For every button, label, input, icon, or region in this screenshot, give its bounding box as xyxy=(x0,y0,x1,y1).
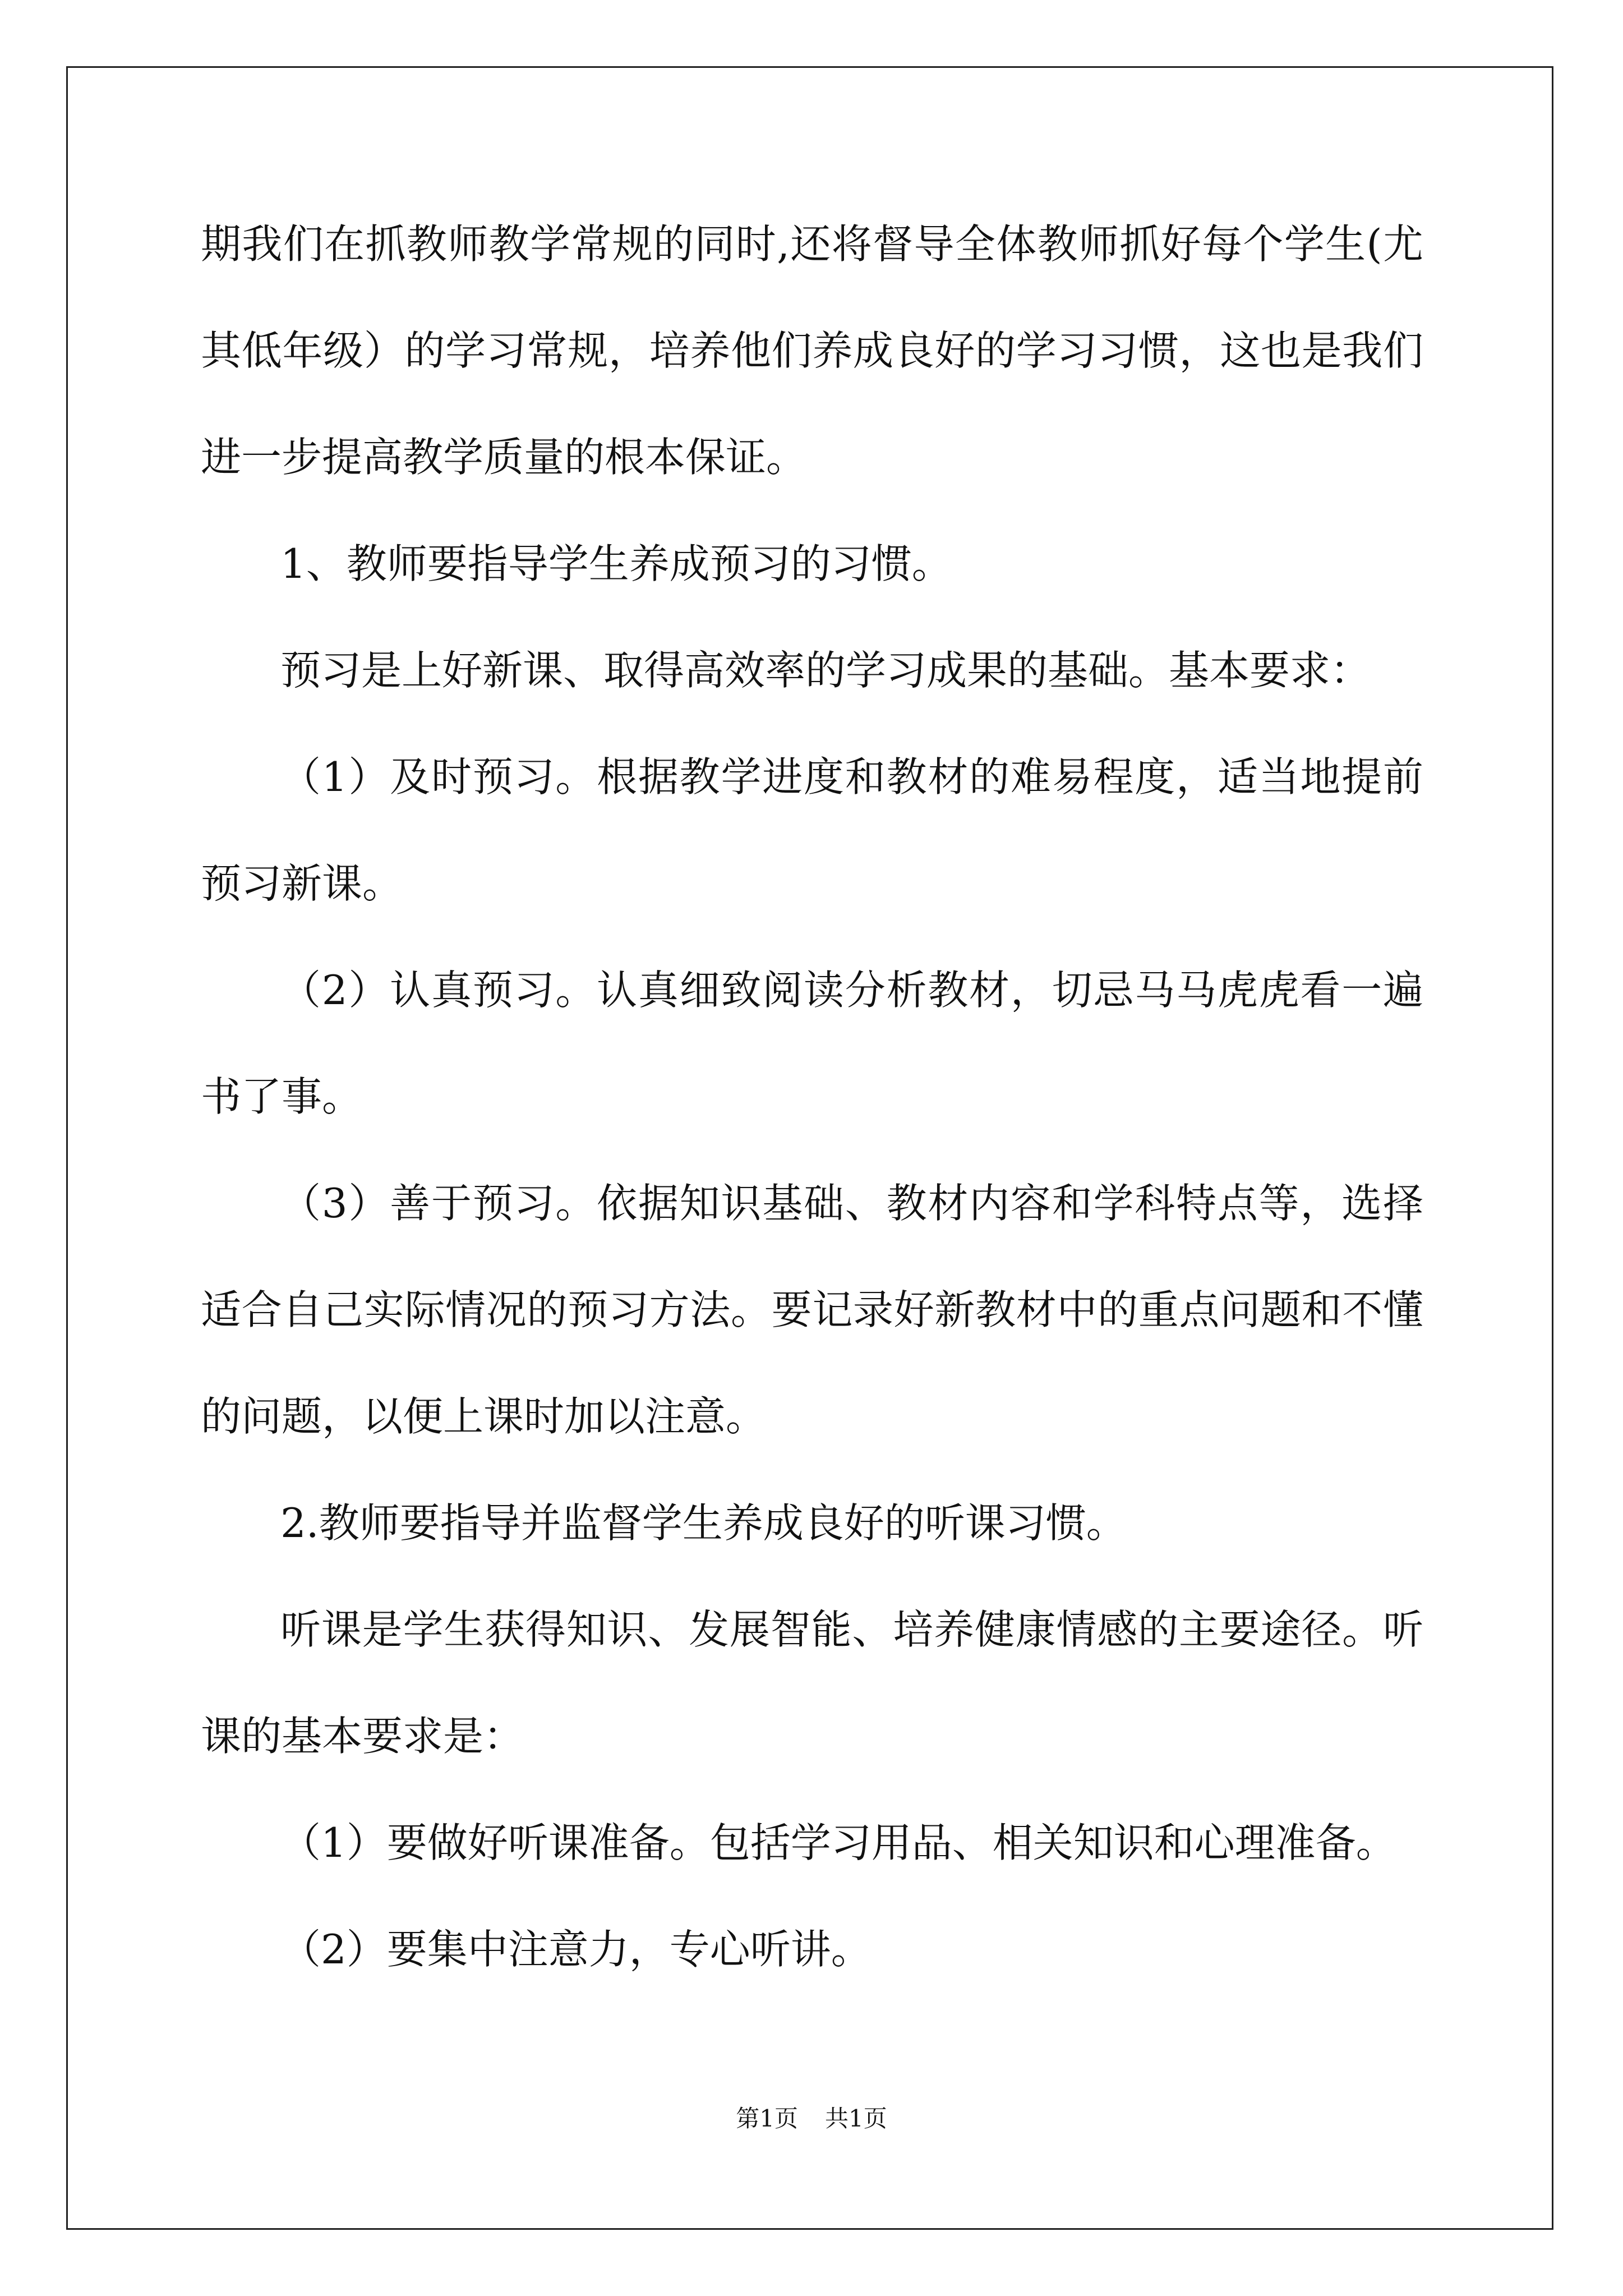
paragraph: 预习是上好新课、取得高效率的学习成果的基础。基本要求： xyxy=(280,647,1371,694)
paragraph: （1）要做好听课准备。包括学习用品、相关知识和心理准备。 xyxy=(280,1819,1396,1866)
paragraph: 听课是学生获得知识、发展智能、培养健康情感的主要途径。听课的基本要求是： xyxy=(201,1606,1423,1760)
paragraph: 期我们在抓教师教学常规的同时,还将督导全体教师抓好每个学生(尤其低年级）的学习常规，培养他们养成良好的学习习惯，这也是我们进一步提高教学质量的根本保证。 xyxy=(201,220,1423,481)
paragraph: （3）善于预习。依据知识基础、教材内容和学科特点等，选择适合自己实际情况的预习方法。要记录好新教材中的重点问题和不懂的问题，以便上课时加以注意。 xyxy=(201,1180,1423,1440)
paragraph: 2.教师要指导并监督学生养成良好的听课习惯。 xyxy=(280,1499,1127,1547)
paragraph: （2）要集中注意力，专心听讲。 xyxy=(280,1926,872,1973)
paragraph: 1、教师要指导学生养成预习的习惯。 xyxy=(280,540,952,587)
page-number: 第1页 xyxy=(736,2105,798,2132)
page-total: 共1页 xyxy=(825,2105,887,2132)
page-footer xyxy=(0,2102,1623,2136)
paragraph: （1）及时预习。根据教学进度和教材的难易程度，适当地提前预习新课。 xyxy=(201,753,1423,907)
document-body xyxy=(201,191,1423,2003)
paragraph: （2）认真预习。认真细致阅读分析教材，切忌马马虎虎看一遍书了事。 xyxy=(201,967,1423,1120)
